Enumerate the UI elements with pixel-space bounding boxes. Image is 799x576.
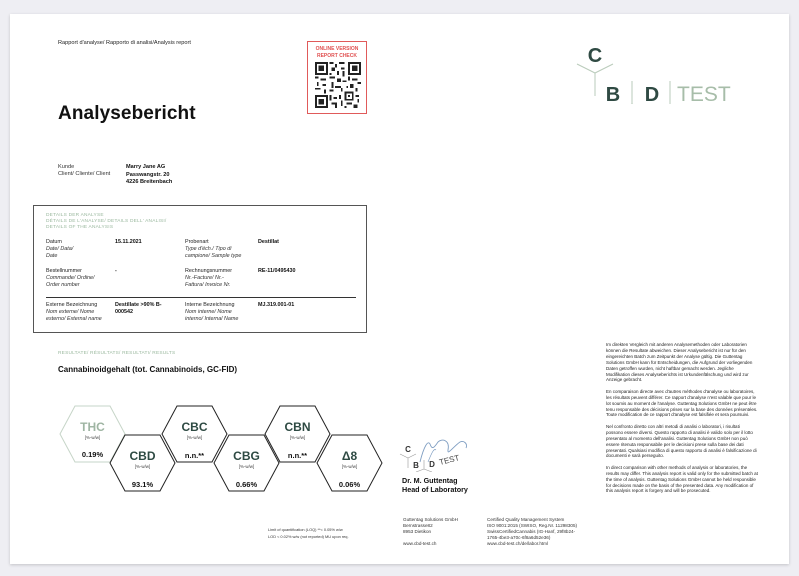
qr-code-icon[interactable] — [315, 62, 361, 108]
disclaimer — [606, 342, 758, 500]
results-heading: RESULTATE/ RÉSULTATS/ RESULTATI/ RESULTS — [58, 351, 176, 356]
client-label: Kunde Client/ Cliente/ Client — [58, 164, 111, 177]
signatory-role: Head of Laboratory — [402, 485, 468, 494]
certification-info: Certified Quality Management System ISO 9001:2015 (SWISO, Reg.Nr. 11298305) SwissCertifiedCannabis (IG-Hanf, 29f8b24- 1765-4be3-a70c-6f8a6d52e36) www.cbd-test.ch/de/labor.html — [487, 517, 578, 546]
client-address — [126, 164, 172, 187]
details-divider — [46, 297, 356, 298]
signatory — [402, 476, 468, 494]
svg-text:B: B — [413, 461, 419, 470]
company-website-link[interactable]: www.cbd-test.ch — [403, 541, 437, 546]
svg-text:D: D — [429, 460, 435, 469]
client-city: 4226 Breitenbach — [126, 179, 173, 185]
online-report-check[interactable] — [307, 41, 367, 114]
disclaimer-it: Nel confronto diretto con altri metodi di analisi o laboratori, i risultati possono essere diversi. Questo rapporto di analisi è valido solo per il lotto presentato al momento dell'analisi. Guttentag Solutions GmbH non può essere ritenuta responsabile per le decisioni prese sulla base dei dati presentati. Qualsiasi modifica di questo rapporto di analisi è falsificazione di documenti e sarà perseguito. — [606, 423, 757, 459]
svg-text:C: C — [405, 445, 411, 454]
internal-name-value: MJ.319.001-01 — [258, 302, 295, 308]
disclaimer-de: Im direkten Vergleich mit anderen Analysemethoden oder Laboratorien können die Resultate abweichen. Dieser Analysebericht ist nur für den eingereichten Batch zum Zeitpunkt der Analyse gültig. Die Guttentag Solutions GmbH kann für Entscheidungen, die Aufgrund der vorliegenden Daten getroffen wurden, nicht haftbar gemacht werden. Jegliche Modifikation dieses Analyseberichts ist Urkundenfälschung und wird zur Anzeige gebracht. — [606, 342, 753, 383]
cbd-test-logo — [573, 34, 753, 104]
details-heading: DETAILS DER ANALYSE DÉTAILS DE L'ANALYSE/ DETAILS DELL' ANALISI/ DETAILS OF THE ANALYSIS — [46, 213, 167, 230]
date-value: 15.11.2021 — [115, 239, 142, 245]
order-number-value: - — [115, 268, 117, 274]
svg-text:B: B — [605, 84, 621, 104]
page-title: Analysebericht — [58, 103, 196, 124]
disclaimer-fr: En comparaison directe avec d'autres méthodes d'analyse ou laboratoires, les résultats peuvent différer. Ce rapport d'analyse n'est valable que pour le lot soumis au moment de l'analyse. Guttentag Solutions GmbH ne peut être tenu responsable des décisions prises sur la base des données présentées. Toute modification de ce rapport d'analyse est falsifiée et sera poursuivi. — [606, 388, 758, 418]
svg-text:TEST: TEST — [677, 83, 731, 104]
signature-stamp-icon — [398, 438, 494, 472]
analysis-details-box: DETAILS DER ANALYSE DÉTAILS DE L'ANALYSE/ DETAILS DELL' ANALISI/ DETAILS OF THE ANALYSIS Datum Date/ Data/ Date 15.11.2021 Probenart Type d'éch./ Tipo di campione/ Sample type Destillat Bestellnummer Commande/ Ordine/ Order number - Rechnungsnummer Nr.-Facture/ Nr.- Fattura/ Invoice Nr. RE-11/0495430 Externe Bezeichnung Nom externe/ Nome esterno/ External name Destillate >90% B- 000542 Interne Bezeichnung Nom interne/ Nome interno/ Internal Name MJ.319.001-01 — [33, 205, 367, 333]
hex-delta8: Δ8 [%-w/w] 0.06% — [316, 434, 383, 492]
sample-type-value: Destillat — [258, 239, 279, 245]
hex-cbc: CBC [%-w/w] n.n.** — [161, 405, 228, 463]
lab-info-link[interactable]: www.cbd-test.ch/de/labor.html — [487, 541, 549, 546]
report-page — [10, 14, 789, 564]
loq-note: Limit of quantification (LOQ) **< 0.05% w/w LOD < 0.02% w/w (not reported) MU upon req. — [268, 527, 349, 539]
external-name-value: Destillate >90% B- 000542 — [115, 302, 162, 315]
hex-thc: THC [%-w/w] 0.19% — [59, 405, 126, 463]
company-address: Guttentag Solutions GmbH Bernstrasse82 8953 Dietikon www.cbd-test.ch — [403, 517, 458, 546]
hex-cbg: CBG [%-w/w] 0.66% — [213, 434, 280, 492]
client-name: Marry Jane AG — [126, 164, 166, 170]
svg-text:C: C — [587, 45, 603, 67]
signatory-name: Dr. M. Guttentag — [402, 476, 458, 485]
client-street: Passwangstr. 20 — [126, 171, 170, 178]
qr-label: ONLINE VERSION REPORT CHECK — [315, 46, 359, 59]
disclaimer-en: In direct comparison with other methods of analysis or laboratories, the results may differ. This analysis report is valid only for the submitted batch at the time of analysis. Guttentag Solutions GmbH cannot be held responsible for decisions made on the basis of the presented data. Any modification of this analysis report is forgery and will be prosecuted. — [606, 464, 758, 494]
invoice-number-value: RE-11/0495430 — [258, 268, 296, 274]
results-title: Cannabinoidgehalt (tot. Cannabinoids, GC-FID) — [58, 365, 238, 374]
svg-text:TEST: TEST — [438, 453, 461, 467]
hex-cbd: CBD [%-w/w] 93.1% — [109, 434, 176, 492]
svg-text:D: D — [644, 84, 660, 104]
hex-cbn: CBN [%-w/w] n.n.** — [264, 405, 331, 463]
report-type-label: Rapport d'analyse/ Rapporto di analisi/Analysis report — [58, 40, 191, 46]
